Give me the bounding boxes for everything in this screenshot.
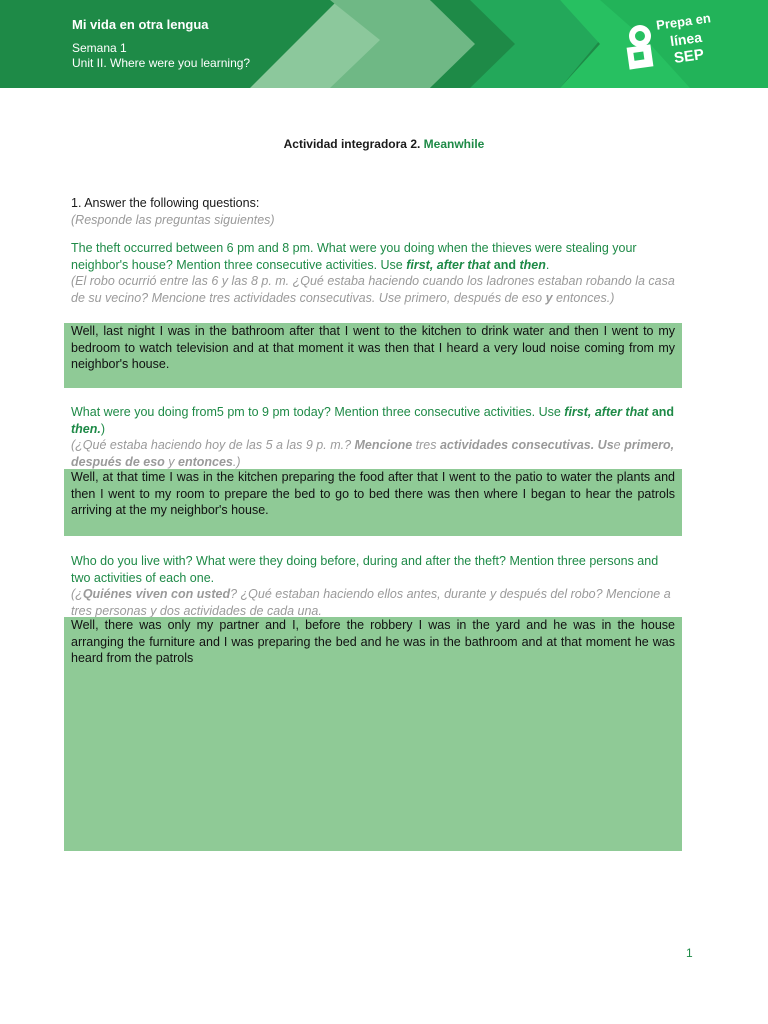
question-2-es: (¿Qué estaba haciendo hoy de las 5 a las 9 p. m.? Mencione tres actividades consecutivas. Use primero, después de eso y entonces.): [71, 438, 675, 469]
question-1: [71, 240, 677, 306]
prepa-en-linea-logo: [622, 10, 712, 76]
instructions: [71, 195, 677, 228]
logo-text-line3: SEP: [672, 45, 706, 68]
title-prefix: Actividad integradora 2.: [283, 137, 424, 151]
page-title: [0, 137, 768, 151]
question-3: [71, 553, 677, 619]
question-1-es: (El robo ocurrió entre las 6 y las 8 p. m. ¿Qué estaba haciendo cuando los ladrones estaban robando la casa de su vecino? Mencione tres actividades consecutivas. Use primero, después de eso y entonces.): [71, 274, 675, 305]
answer-3-text: Well, there was only my partner and I, before the robbery I was in the yard and he was in the house arranging the furniture and I was preparing the bed and he was in the bathroom and at that moment he was heard from the patrols: [71, 618, 675, 665]
title-accent: Meanwhile: [423, 137, 485, 151]
question-3-es: (¿Quiénes viven con usted? ¿Qué estaban haciendo ellos antes, durante y después del robo? Mencione a tres personas y dos actividades de cada una.: [71, 587, 671, 618]
answer-1-box[interactable]: [64, 323, 682, 388]
header-banner: [0, 0, 768, 88]
unit-label: Unit II. Where were you learning?: [72, 56, 251, 70]
answer-2-box[interactable]: [64, 469, 682, 536]
answer-2-text: Well, at that time I was in the kitchen preparing the food after that I went to the patio to water the plants and then I went to my room to prepare the bed to go to bed there was then where I began to hear the patrols arriving at the my neighbor's house.: [71, 470, 675, 517]
question-2-en: What were you doing from5 pm to 9 pm today? Mention three consecutive activities. Use first, after that and then.): [71, 405, 675, 436]
instructions-es: (Responde las preguntas siguientes): [71, 212, 275, 227]
question-1-en: The theft occurred between 6 pm and 8 pm. What were you doing when the thieves were stealing your neighbor's house? Mention three consecutive activities. Use first, after that and then.: [71, 241, 637, 272]
question-2: [71, 404, 677, 470]
answer-3-box[interactable]: [64, 617, 682, 851]
answer-1-text: Well, last night I was in the bathroom after that I went to the kitchen to drink water and then I went to my bedroom to watch television and at that moment it was then that I heard a very loud noise coming from my neighbor's house.: [71, 324, 675, 371]
question-3-en: Who do you live with? What were they doing before, during and after the theft? Mention three persons and two activities of each one.: [71, 554, 659, 585]
week-label: Semana 1: [72, 41, 127, 55]
logo-text-line1: Prepa en: [655, 10, 712, 33]
logo-text-line2: línea: [669, 28, 703, 50]
course-title: Mi vida en otra lengua: [72, 17, 209, 32]
instructions-en: 1. Answer the following questions:: [71, 196, 260, 210]
page-number: 1: [686, 946, 693, 960]
